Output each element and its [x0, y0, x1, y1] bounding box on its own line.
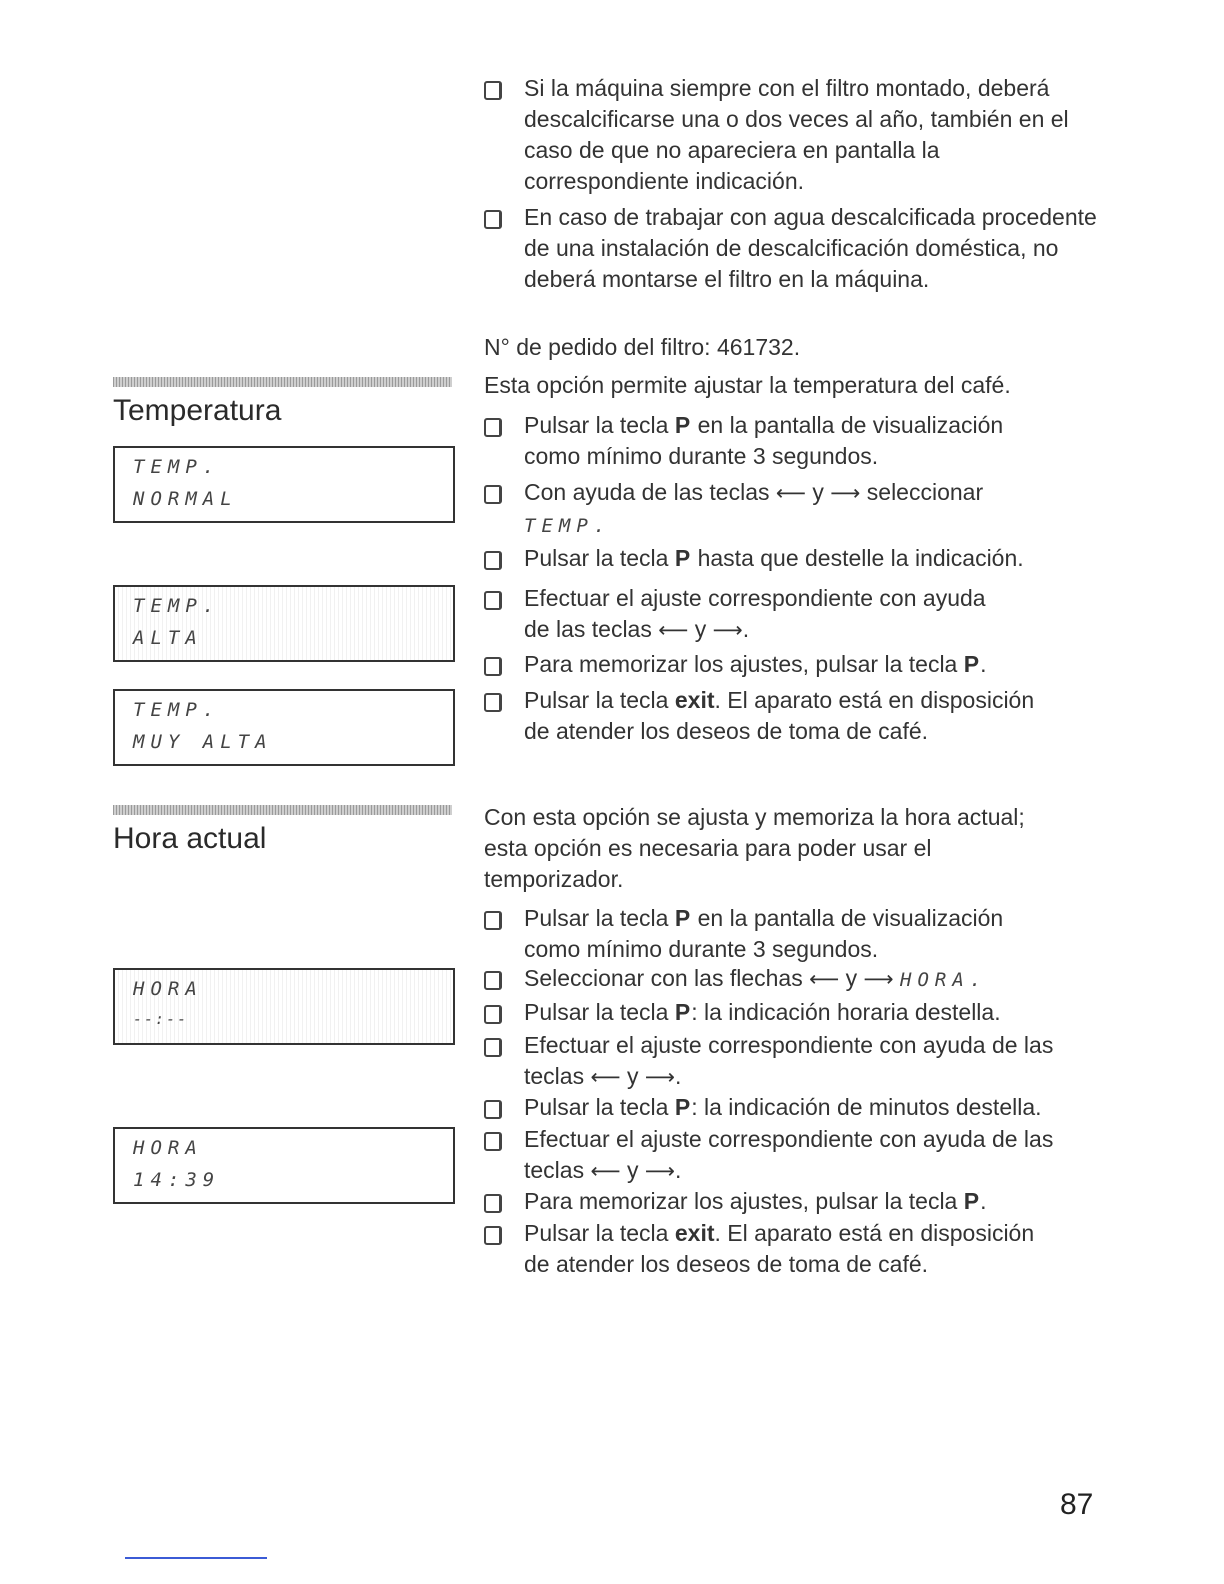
- lcd-line-2: 14:39: [133, 1169, 221, 1191]
- checkbox-icon: [484, 1005, 502, 1024]
- text: Seleccionar con las flechas: [524, 965, 803, 991]
- key-label: P: [674, 999, 692, 1025]
- text: teclas: [524, 1063, 585, 1089]
- text: Pulsar la tecla: [524, 1220, 669, 1246]
- lcd-line-2: MUY ALTA: [133, 731, 273, 753]
- text: Con ayuda de las teclas: [524, 479, 770, 505]
- text: : la indicación horaria destella.: [691, 999, 1001, 1025]
- text: Pulsar la tecla: [524, 905, 669, 931]
- checkbox-icon: [484, 657, 502, 676]
- arrow-right-icon: ⟶: [644, 1159, 675, 1183]
- checkbox-icon: [484, 210, 502, 229]
- lcd-inline: HORA.: [900, 969, 988, 991]
- text: Efectuar el ajuste correspondiente con ayuda: [524, 585, 986, 611]
- section-divider: [113, 377, 452, 387]
- order-number: N° de pedido del filtro: 461732.: [484, 334, 801, 360]
- text: esta opción es necesaria para poder usar el: [484, 835, 932, 861]
- arrow-left-icon: ⟵: [809, 967, 840, 991]
- text: Efectuar el ajuste correspondiente con ayuda de las: [524, 1032, 1054, 1058]
- lcd-display: [113, 689, 455, 766]
- checkbox-icon: [484, 551, 502, 570]
- text: . El aparato está en disposición: [714, 1220, 1035, 1246]
- arrow-left-icon: ⟵: [590, 1065, 621, 1089]
- lcd-line-2: --:--: [133, 1010, 189, 1028]
- text: hasta que destelle la indicación.: [697, 545, 1024, 571]
- key-label: exit: [674, 1220, 715, 1246]
- checkbox-icon: [484, 485, 502, 504]
- text: como mínimo durante 3 segundos.: [524, 936, 879, 962]
- checkbox-icon: [484, 1038, 502, 1057]
- checkbox-icon: [484, 911, 502, 930]
- key-label: P: [963, 1188, 981, 1214]
- checkbox-icon: [484, 418, 502, 437]
- text: y: [845, 965, 858, 991]
- section-intro: [484, 802, 1124, 895]
- bullet-text: En caso de trabajar con agua descalcificada procedente de una instalación de descalcificación doméstica, no deberá montarse el filtro en la máquina.: [524, 204, 1097, 292]
- arrow-right-icon: ⟶: [830, 481, 861, 505]
- lcd-display: [113, 446, 455, 523]
- text: y: [626, 1063, 639, 1089]
- lcd-display: [113, 585, 455, 662]
- text: . El aparato está en disposición: [714, 687, 1035, 713]
- section-intro: Esta opción permite ajustar la temperatura del café.: [484, 372, 1011, 398]
- checkbox-icon: [484, 693, 502, 712]
- text: y: [626, 1157, 639, 1183]
- checkbox-icon: [484, 591, 502, 610]
- text: de las teclas: [524, 616, 652, 642]
- lcd-line-1: TEMP.: [133, 699, 221, 721]
- arrow-right-icon: ⟶: [712, 618, 743, 642]
- text: Pulsar la tecla: [524, 687, 669, 713]
- section-divider: [113, 805, 452, 815]
- page-number: 87: [1060, 1488, 1094, 1521]
- text: en la pantalla de visualización: [697, 412, 1004, 438]
- text: y: [812, 479, 824, 505]
- lcd-line-2: NORMAL: [133, 488, 238, 510]
- text: Pulsar la tecla: [524, 412, 669, 438]
- checkbox-icon: [484, 1194, 502, 1213]
- key-label: exit: [674, 687, 715, 713]
- text: en la pantalla de visualización: [697, 905, 1004, 931]
- checkbox-icon: [484, 81, 502, 100]
- text: temporizador.: [484, 866, 624, 892]
- lcd-line-1: HORA: [133, 978, 203, 1000]
- key-label: P: [674, 905, 692, 931]
- arrow-right-icon: ⟶: [863, 967, 894, 991]
- text: Pulsar la tecla: [524, 1094, 669, 1120]
- lcd-line-1: HORA: [133, 1137, 203, 1159]
- key-label: P: [674, 1094, 692, 1120]
- lcd-inline: TEMP.: [524, 515, 612, 537]
- text: Para memorizar los ajustes, pulsar la tecla: [524, 1188, 958, 1214]
- key-label: P: [674, 412, 692, 438]
- arrow-right-icon: ⟶: [644, 1065, 675, 1089]
- checkbox-icon: [484, 1226, 502, 1245]
- lcd-line-2: ALTA: [133, 627, 203, 649]
- text: : la indicación de minutos destella.: [691, 1094, 1042, 1120]
- text: y: [694, 616, 707, 642]
- arrow-left-icon: ⟵: [775, 481, 806, 505]
- section-heading-temperatura: Temperatura: [113, 394, 282, 427]
- arrow-left-icon: ⟵: [590, 1159, 621, 1183]
- key-label: P: [674, 545, 692, 571]
- lcd-line-1: TEMP.: [133, 595, 221, 617]
- checkbox-icon: [484, 1100, 502, 1119]
- text: teclas: [524, 1157, 585, 1183]
- text: Para memorizar los ajustes, pulsar la tecla: [524, 651, 958, 677]
- lcd-display: [113, 968, 455, 1045]
- text: Pulsar la tecla: [524, 545, 669, 571]
- bullet-text: Si la máquina siempre con el filtro montado, deberá descalcificarse una o dos veces al año, también en el caso de que no apareciera en pantalla la correspondiente indicación.: [524, 75, 1069, 194]
- checkbox-icon: [484, 1132, 502, 1151]
- checkbox-icon: [484, 971, 502, 990]
- lcd-line-1: TEMP.: [133, 456, 221, 478]
- text: Con esta opción se ajusta y memoriza la hora actual;: [484, 804, 1025, 830]
- text: Pulsar la tecla: [524, 999, 669, 1025]
- section-heading-hora-actual: Hora actual: [113, 822, 267, 855]
- text: seleccionar: [866, 479, 984, 505]
- footer-rule: [125, 1557, 267, 1559]
- text: como mínimo durante 3 segundos.: [524, 443, 879, 469]
- text: de atender los deseos de toma de café.: [524, 1251, 929, 1277]
- text: de atender los deseos de toma de café.: [524, 718, 929, 744]
- text: Efectuar el ajuste correspondiente con ayuda de las: [524, 1126, 1054, 1152]
- lcd-display: [113, 1127, 455, 1204]
- key-label: P: [963, 651, 981, 677]
- arrow-left-icon: ⟵: [658, 618, 689, 642]
